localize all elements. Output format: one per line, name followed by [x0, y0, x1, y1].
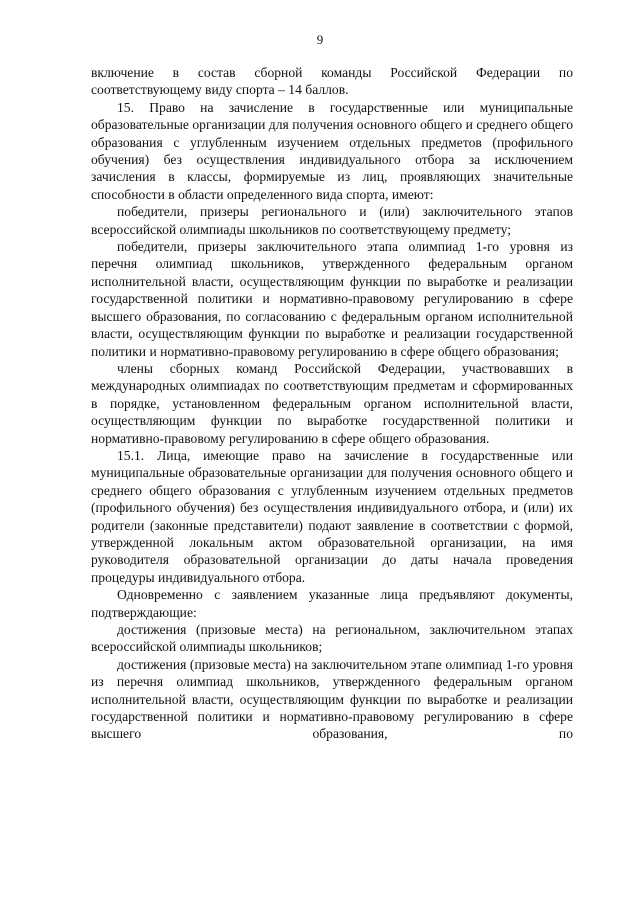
- document-body: [91, 64, 573, 743]
- paragraph-winners-vsosh: победители, призеры регионального и (или) заключительного этапов всероссийской олимпиады школьников по соответствующему предмету;: [91, 204, 573, 237]
- paragraph-winners-olympiads-level1: победители, призеры заключительного этапа олимпиад 1-го уровня из перечня олимпиад школьников, утвержденного федеральным органом исполнительной власти, осуществляющим функции по выработке и реализации государственной политики и нормативно-правовому регулированию в сфере высшего образования, по согласованию с федеральным органом исполнительной власти, осуществляющим функции по выработке и реализации государственной политики и нормативно-правовому регулированию в сфере общего образования;: [91, 239, 573, 359]
- paragraph-national-team-members: члены сборных команд Российской Федерации, участвовавших в международных олимпиадах по соответствующим предметам и сформированных в порядке, установленном федеральным органом исполнительной власти, осуществляющим функции по выработке государственной политики и нормативно-правовому регулированию в сфере общего образования.: [91, 360, 573, 446]
- paragraph-achievements-vsosh: достижения (призовые места) на региональном, заключительном этапах всероссийской олимпиады школьников;: [91, 622, 573, 655]
- paragraph-achievements-olympiads: достижения (призовые места) на заключительном этапе олимпиад 1-го уровня из перечня олимпиад школьников, утвержденного федеральным органом исполнительной власти, осуществляющим функции по выработке и реализации государственной политики и нормативно-правовому регулированию в сфере высшего образования, по: [91, 656, 573, 742]
- paragraph-item-15-1: 15.1. Лица, имеющие право на зачисление в государственные или муниципальные образовательные организации для получения основного общего и среднего общего образования с углубленным изучением отдельных предметов (профильного обучения) без осуществления индивидуального отбора, и (или) их родители (законные представители) подают заявление в соответствии с формой, утвержденной локальным актом образовательной организации, на имя руководителя образовательной организации до даты начала проведения процедуры индивидуального отбора.: [91, 447, 573, 585]
- paragraph-documents: Одновременно с заявлением указанные лица предъявляют документы, подтверждающие:: [91, 587, 573, 620]
- page-number: 9: [316, 32, 324, 47]
- paragraph-item-15: 15. Право на зачисление в государственные или муниципальные образовательные организации для получения основного общего и среднего общего образования с углубленным изучением отдельных предметов (профильного обучения) без осуществления индивидуального отбора за исключением зачисления в классы, формируемые из лиц, проявляющих значительные способности в области определенного вида спорта, имеют:: [91, 99, 573, 202]
- paragraph-continuation: включение в состав сборной команды Российской Федерации по соответствующему виду спорта – 14 баллов.: [91, 65, 573, 98]
